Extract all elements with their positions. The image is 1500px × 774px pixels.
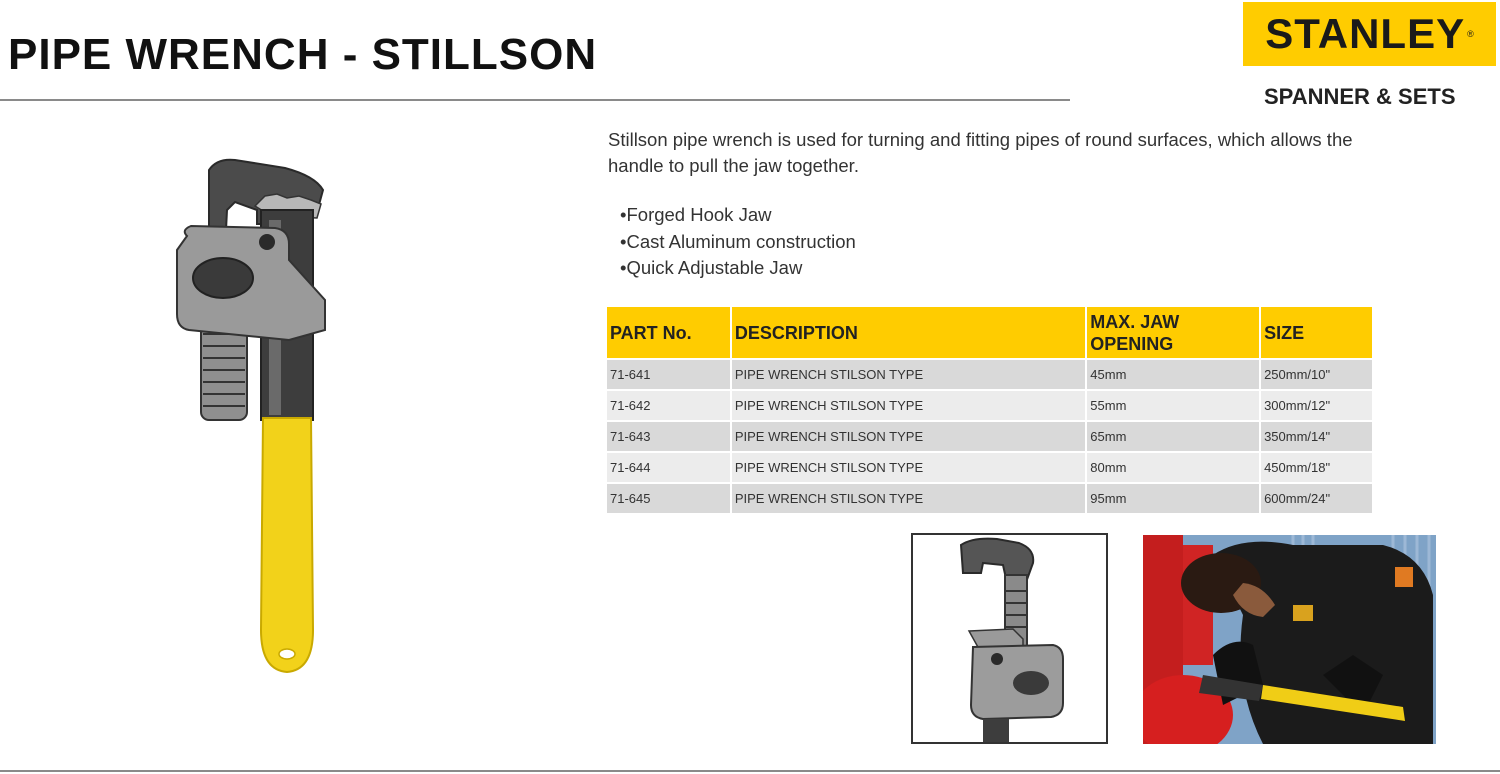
- wrench-jaw-closeup-icon: [913, 535, 1106, 742]
- brand-logo: [1243, 2, 1496, 66]
- cell-part-no: 71-641: [607, 359, 731, 390]
- title-divider: [0, 99, 1070, 101]
- pipe-wrench-icon: [165, 150, 335, 680]
- registered-mark: ®: [1467, 29, 1474, 39]
- table-row: [607, 390, 1373, 421]
- cell-part-no: 71-642: [607, 390, 731, 421]
- table-row: [607, 421, 1373, 452]
- col-max-jaw-opening: [1086, 307, 1260, 359]
- col-max-jaw-line2: OPENING: [1090, 333, 1174, 354]
- cell-description: PIPE WRENCH STILSON TYPE: [731, 390, 1086, 421]
- cell-size: 450mm/18": [1260, 452, 1373, 483]
- col-description: DESCRIPTION: [731, 307, 1086, 359]
- worker-using-wrench-icon: [1143, 535, 1436, 744]
- cell-jaw: 80mm: [1086, 452, 1260, 483]
- category-label: SPANNER & SETS: [1264, 84, 1456, 109]
- usage-photo: [1143, 535, 1436, 744]
- table-header-row: [607, 307, 1373, 359]
- feature-item: • Cast Aluminum construction: [620, 229, 856, 256]
- col-part-no: PART No.: [607, 307, 731, 359]
- product-description: Stillson pipe wrench is used for turning and fitting pipes of round surfaces, which allows the handle to pull the jaw together.: [608, 129, 1353, 176]
- cell-description: PIPE WRENCH STILSON TYPE: [731, 452, 1086, 483]
- table-row: [607, 359, 1373, 390]
- cell-size: 600mm/24": [1260, 483, 1373, 513]
- feature-list: [620, 202, 856, 282]
- cell-jaw: 45mm: [1086, 359, 1260, 390]
- table-row: [607, 452, 1373, 483]
- cell-size: 350mm/14": [1260, 421, 1373, 452]
- footer-divider: [0, 770, 1500, 772]
- jaw-detail-photo: [911, 533, 1108, 744]
- table-row: [607, 483, 1373, 513]
- cell-jaw: 65mm: [1086, 421, 1260, 452]
- cell-jaw: 95mm: [1086, 483, 1260, 513]
- cell-description: PIPE WRENCH STILSON TYPE: [731, 421, 1086, 452]
- cell-part-no: 71-643: [607, 421, 731, 452]
- page-title: PIPE WRENCH - STILLSON: [8, 30, 598, 79]
- cell-jaw: 55mm: [1086, 390, 1260, 421]
- feature-item: • Forged Hook Jaw: [620, 202, 856, 229]
- cell-part-no: 71-645: [607, 483, 731, 513]
- cell-size: 300mm/12": [1260, 390, 1373, 421]
- cell-description: PIPE WRENCH STILSON TYPE: [731, 483, 1086, 513]
- cell-part-no: 71-644: [607, 452, 731, 483]
- col-max-jaw-line1: MAX. JAW: [1090, 311, 1180, 332]
- spec-table: [607, 307, 1374, 513]
- feature-item: • Quick Adjustable Jaw: [620, 255, 856, 282]
- col-size: SIZE: [1260, 307, 1373, 359]
- cell-description: PIPE WRENCH STILSON TYPE: [731, 359, 1086, 390]
- brand-logo-text: STANLEY: [1265, 10, 1466, 57]
- cell-size: 250mm/10": [1260, 359, 1373, 390]
